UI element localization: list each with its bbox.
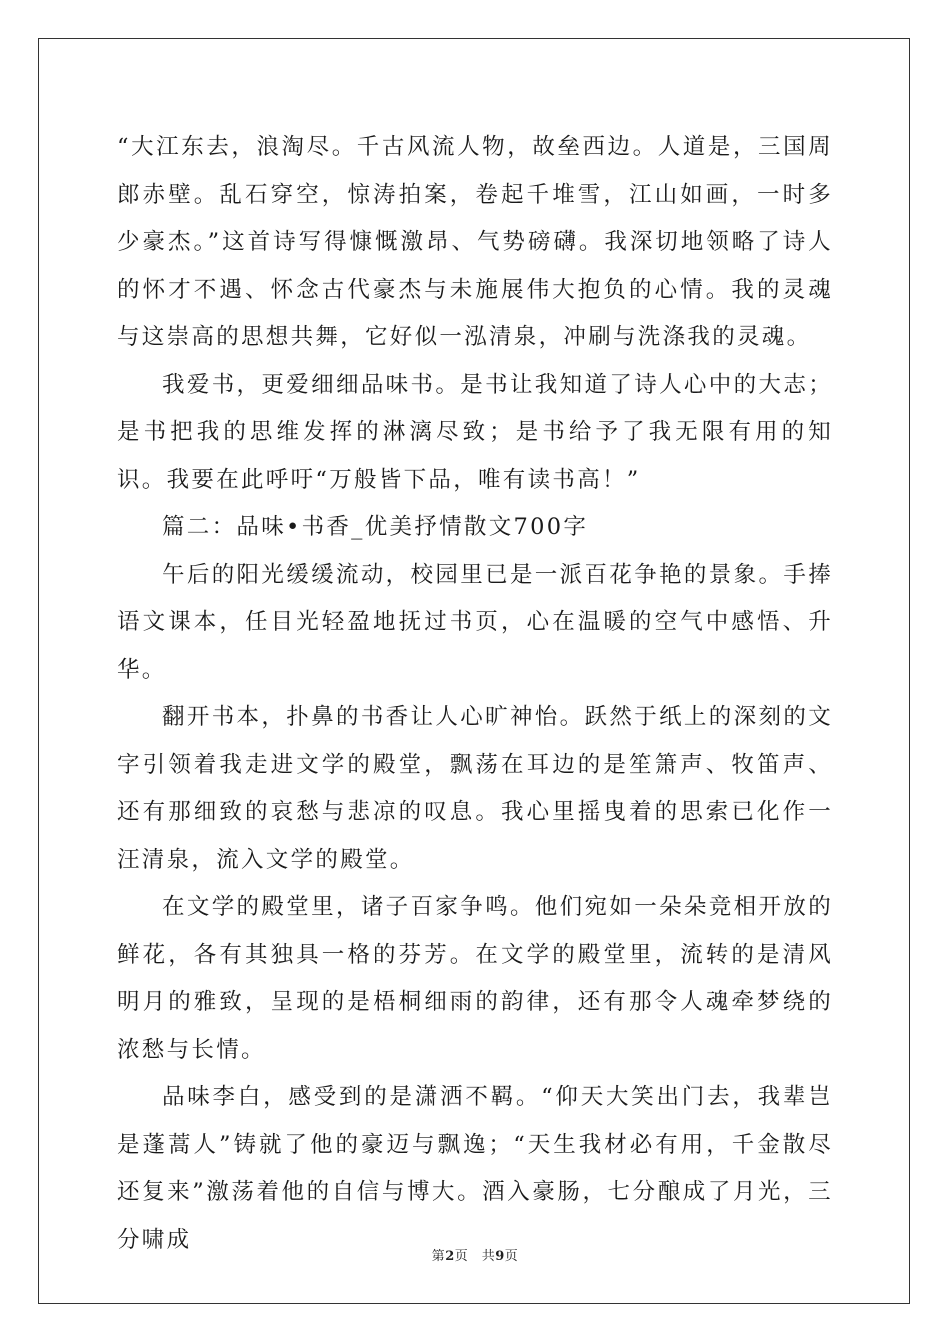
paragraph: “大江东去，浪淘尽。千古风流人物，故垒西边。人道是，三国周郎赤壁。乱石穿空，惊涛拍案，卷起千堆雪，江山如画，一时多少豪杰。”这首诗写得慷慨激昂、气势磅礴。我深切地领略了诗人的怀才不遇、怀念古代豪杰与未施展伟大抱负的心情。我的灵魂与这崇高的思想共舞，它好似一泓清泉，冲刷与洗涤我的灵魂。 bbox=[117, 134, 833, 350]
document-body bbox=[117, 124, 833, 1264]
paragraph: 我爱书，更爱细细品味书。是书让我知道了诗人心中的大志；是书把我的思维发挥的淋漓尽致；是书给予了我无限有用的知识。我要在此呼吁“万般皆下品，唯有读书高！” bbox=[117, 371, 833, 493]
paragraph: 午后的阳光缓缓流动，校园里已是一派百花争艳的景象。手捧语文课本，任目光轻盈地抚过书页，心在温暖的空气中感悟、升华。 bbox=[117, 561, 833, 683]
footer-mid: 页 共 bbox=[454, 1249, 496, 1264]
section-heading: 篇二：品味•书香_优美抒情散文700字 bbox=[162, 514, 589, 540]
paragraph: 翻开书本，扑鼻的书香让人心旷神怡。跃然于纸上的深刻的文字引领着我走进文学的殿堂，飘荡在耳边的是笙箫声、牧笛声、还有那细致的哀愁与悲凉的叹息。我心里摇曳着的思索已化作一汪清泉，流入文学的殿堂。 bbox=[117, 704, 833, 873]
paragraph: 在文学的殿堂里，诸子百家争鸣。他们宛如一朵朵竞相开放的鲜花，各有其独具一格的芬芳。在文学的殿堂里，流转的是清风明月的雅致，呈现的是梧桐细雨的韵律，还有那令人魂牵梦绕的浓愁与长情。 bbox=[117, 894, 833, 1063]
paragraph: 品味李白，感受到的是潇洒不羁。“仰天大笑出门去，我辈岂是蓬蒿人”铸就了他的豪迈与飘逸；“天生我材必有用，千金散尽还复来”激荡着他的自信与博大。酒入豪肠，七分酿成了月光，三分啸成 bbox=[117, 1084, 833, 1253]
total-pages-number: 9 bbox=[495, 1249, 505, 1264]
footer-suffix: 页 bbox=[504, 1249, 519, 1264]
current-page-number: 2 bbox=[445, 1249, 455, 1264]
page-footer bbox=[0, 1245, 950, 1264]
footer-prefix: 第 bbox=[431, 1249, 446, 1264]
